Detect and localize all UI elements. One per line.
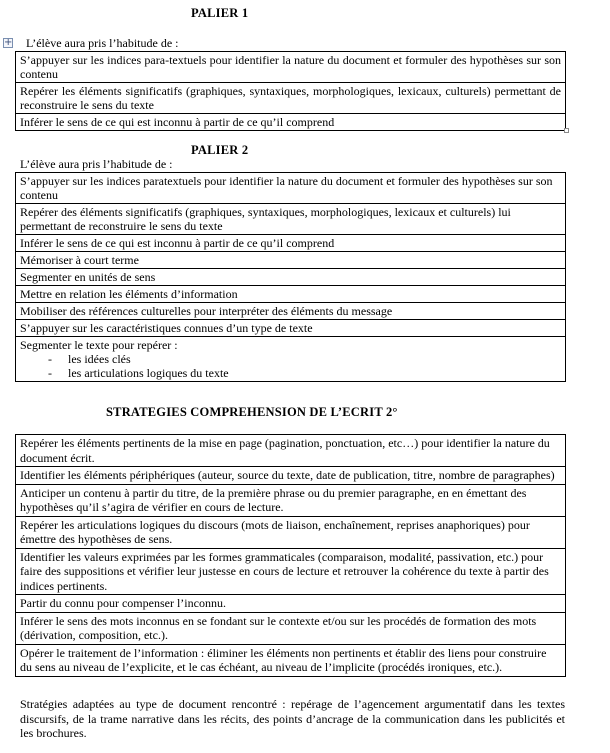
table-row <box>16 644 566 676</box>
table-cell: Identifier les valeurs exprimées par les formes grammaticales (comparaison, modalité, passivation, etc.) pour faire des suppositions et vérifier leur justesse en cours de lecture et retrouver la cohérence du texte à partir des indices pertinents. <box>16 548 566 595</box>
table-row <box>16 484 566 516</box>
table-cell: Anticiper un contenu à partir du titre, de la première phrase ou du premier paragraphe, en en émettant des hypothèses qu’il s’agira de vérifier en cours de lecture. <box>16 484 566 516</box>
table-cell <box>16 337 566 382</box>
table-cell: Partir du connu pour compenser l’inconnu. <box>16 595 566 613</box>
list-item: - les idées clés <box>48 352 561 366</box>
table-cell: Segmenter en unités de sens <box>16 269 566 286</box>
table-row <box>16 612 566 644</box>
strategies-title: STRATEGIES COMPREHENSION DE L’ECRIT 2° <box>106 405 398 419</box>
palier2-title: PALIER 2 <box>191 143 249 157</box>
table-row <box>16 235 566 252</box>
palier2-intro: L’élève aura pris l’habitude de : <box>20 157 173 171</box>
table-resize-handle[interactable] <box>564 128 569 133</box>
table-row <box>16 320 566 337</box>
table-cell: Inférer le sens de ce qui est inconnu à partir de ce qu’il comprend <box>16 235 566 252</box>
table-row <box>16 83 566 114</box>
table-cell: S’appuyer sur les indices paratextuels pour identifier la nature du document et formuler des hypothèses sur son contenu <box>16 173 566 204</box>
table-cell: Mobiliser des références culturelles pour interpréter des éléments du message <box>16 303 566 320</box>
table-row <box>16 548 566 595</box>
table-cell: Repérer les éléments pertinents de la mise en page (pagination, ponctuation, etc…) pour identifier la nature du document écrit. <box>16 435 566 467</box>
palier2-table <box>15 172 566 382</box>
table-cell: Identifier les éléments périphériques (auteur, source du texte, date de publication, titre, nombre de paragraphes) <box>16 467 566 485</box>
table-cell: Mettre en relation les éléments d’information <box>16 286 566 303</box>
list-item: - les articulations logiques du texte <box>48 366 561 380</box>
table-row <box>16 114 566 131</box>
table-cell: Mémoriser à court terme <box>16 252 566 269</box>
palier1-table <box>15 51 566 131</box>
table-row <box>16 204 566 235</box>
table-cell: Opérer le traitement de l’information : éliminer les éléments non pertinents et établir des liens pour construire du sens au niveau de l’explicite, et le cas échéant, au niveau de l’implicite (procédés ironiques, etc.). <box>16 644 566 676</box>
table-cell: Repérer les éléments significatifs (graphiques, syntaxiques, morphologiques, lexicaux, culturels) permettant de reconstruire le sens du texte <box>16 83 566 114</box>
strategies-trailing-paragraph: Stratégies adaptées au type de document rencontré : repérage de l’agencement argumentatif dans les textes discursifs, de la trame narrative dans les récits, des points d’ancrage de la communication dans les publicités et les brochures. <box>20 697 565 740</box>
segment-list <box>20 352 561 380</box>
table-row <box>16 252 566 269</box>
table-row <box>16 269 566 286</box>
table-cell: Inférer le sens de ce qui est inconnu à partir de ce qu’il comprend <box>16 114 566 131</box>
table-move-handle-icon[interactable]: + <box>4 37 13 48</box>
segment-label: Segmenter le texte pour repérer : <box>20 338 178 352</box>
table-row <box>16 286 566 303</box>
table-row <box>16 303 566 320</box>
table-cell: S’appuyer sur les caractéristiques connues d’un type de texte <box>16 320 566 337</box>
table-row <box>16 467 566 485</box>
table-row <box>16 52 566 83</box>
table-cell: Repérer les articulations logiques du discours (mots de liaison, enchaînement, reprises anaphoriques) pour émettre des hypothèses de sens. <box>16 516 566 548</box>
table-cell: Repérer des éléments significatifs (graphiques, syntaxiques, morphologiques, lexicaux et culturels) lui permettant de reconstruire le sens du texte <box>16 204 566 235</box>
palier1-title: PALIER 1 <box>191 6 249 20</box>
table-row <box>16 516 566 548</box>
table-row <box>16 435 566 467</box>
strategies-table <box>15 434 566 677</box>
table-row <box>16 595 566 613</box>
table-cell: Inférer le sens des mots inconnus en se fondant sur le contexte et/ou sur les procédés de formation des mots (dérivation, composition, etc.). <box>16 612 566 644</box>
table-row <box>16 173 566 204</box>
table-row <box>16 337 566 382</box>
palier1-intro: L’élève aura pris l’habitude de : <box>26 36 179 50</box>
table-cell: S’appuyer sur les indices para-textuels pour identifier la nature du document et formuler des hypothèses sur son contenu <box>16 52 566 83</box>
